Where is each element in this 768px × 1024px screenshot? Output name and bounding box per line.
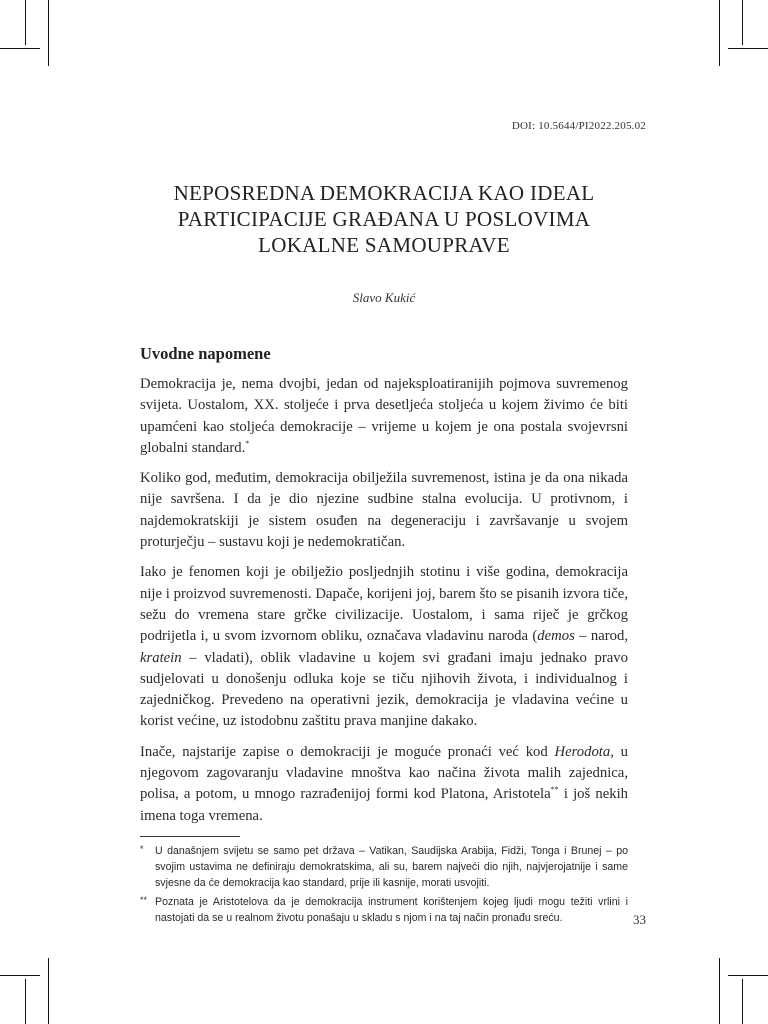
paragraph-text: , u njegovom zagovaranju vladavine mnoštva kao načina života malih zajednica, polisa, a potom, u mnogo razrađenijoj formi kod Platona, Aristotela — [140, 743, 629, 803]
crop-mark — [0, 975, 40, 976]
term-kratein: kratein — [140, 649, 182, 666]
crop-mark — [742, 979, 743, 1024]
paragraph-text: i još nekih imena toga vremena. — [140, 786, 628, 824]
crop-mark — [25, 979, 26, 1024]
crop-mark — [48, 0, 49, 66]
paragraph — [140, 562, 628, 732]
footnote-ref[interactable]: * — [245, 439, 250, 448]
author: Slavo Kukić — [352, 290, 416, 305]
paragraph — [140, 742, 628, 827]
paragraph: Koliko god, međutim, demokracija obilježila suvremenost, istina je da ona nikada nije savršena. I da je dio njezine sudbine stalna evolucija. U protivnom, i najdemokratskiji je sistem osuđen na degeneraciju i završavanje u svojem proturječju – sustavu koji je nedemokratičan. — [140, 470, 628, 551]
title-line: PARTICIPACIJE GRAĐANA U POSLOVIMA — [177, 207, 591, 231]
page-number: 33 — [633, 912, 646, 927]
paragraph-text: Inače, najstarije zapise o demokraciji je moguće pronaći već kod — [140, 743, 555, 760]
footnote-text: U današnjem svijetu se samo pet država – Vatikan, Saudijska Arabija, Fidži, Tonga i Brunej – po svojim ustavima ne definiraju demokratskima, ali su, barem najveći dio njih, najvjerojatnije i same svjesne da će demokracija kao standard, prije ili kasnije, morati usvojiti. — [155, 844, 628, 889]
term-demos: demos — [537, 628, 575, 645]
paragraph-text: Iako je fenomen koji je obilježio posljednjih stotinu i više godina, demokracija nije i proizvod suvremenosti. Dapače, korijeni joj, barem što se pisanih izvora tiče, sežu do vremena stare grčke civilizacije. Uostalom, i sama riječ je grčkog podrijetla i, u svom izvornom obliku, označava vladavinu naroda ( — [140, 564, 628, 645]
crop-mark — [742, 0, 743, 45]
footnote — [140, 843, 628, 891]
footnote-divider — [140, 836, 240, 837]
footnote-text: Poznata je Aristotelova da je demokracija instrument korištenjem kojeg ljudi mogu težiti vrlini i nastojati da se u realnom životu ponašaju u skladu s njom i na taj način pronađu sreću. — [155, 895, 628, 924]
crop-mark — [728, 975, 768, 976]
crop-mark — [719, 0, 720, 66]
title-line: NEPOSREDNA DEMOKRACIJA KAO IDEAL — [173, 181, 595, 205]
title-line: LOKALNE SAMOUPRAVE — [258, 233, 510, 257]
footnote-ref[interactable]: ** — [550, 785, 559, 795]
term-herodota: Herodota — [554, 743, 611, 760]
crop-mark — [25, 0, 26, 45]
crop-mark — [728, 48, 768, 49]
paragraph-text: – vladati), oblik vladavine u kojem svi građani imaju jednako pravo sudjelovati u donošenju odluka koje se tiču njihovih života, i individualnog i zajedničkog. Prevedeno na operativni jezik, demokracija je vladavina većine u korist većine, uz istodobnu zaštitu prava manjine dakako. — [140, 649, 628, 730]
footnote — [140, 894, 628, 926]
paragraph-text: – narod, — [574, 628, 628, 645]
crop-mark — [48, 958, 49, 1024]
crop-mark — [0, 48, 40, 49]
article-body — [140, 344, 628, 929]
paragraph — [140, 374, 628, 459]
crop-mark — [719, 958, 720, 1024]
section-heading: Uvodne napomene — [140, 344, 271, 363]
footnote-mark: * — [140, 843, 144, 854]
paragraph-text: Demokracija je, nema dvojbi, jedan od najeksploatiranijih pojmova suvremenog svijeta. Uostalom, XX. stoljeće i prva desetljeća stoljeća u kojem živimo će biti upamćeni kao stoljeća demokracije – vrijeme u kojem je ona postala svojevrsni globalni standard. — [140, 376, 628, 456]
footnote-mark: ** — [140, 894, 148, 905]
page-title — [140, 180, 628, 258]
doi: DOI: 10.5644/PI2022.205.02 — [511, 120, 646, 132]
